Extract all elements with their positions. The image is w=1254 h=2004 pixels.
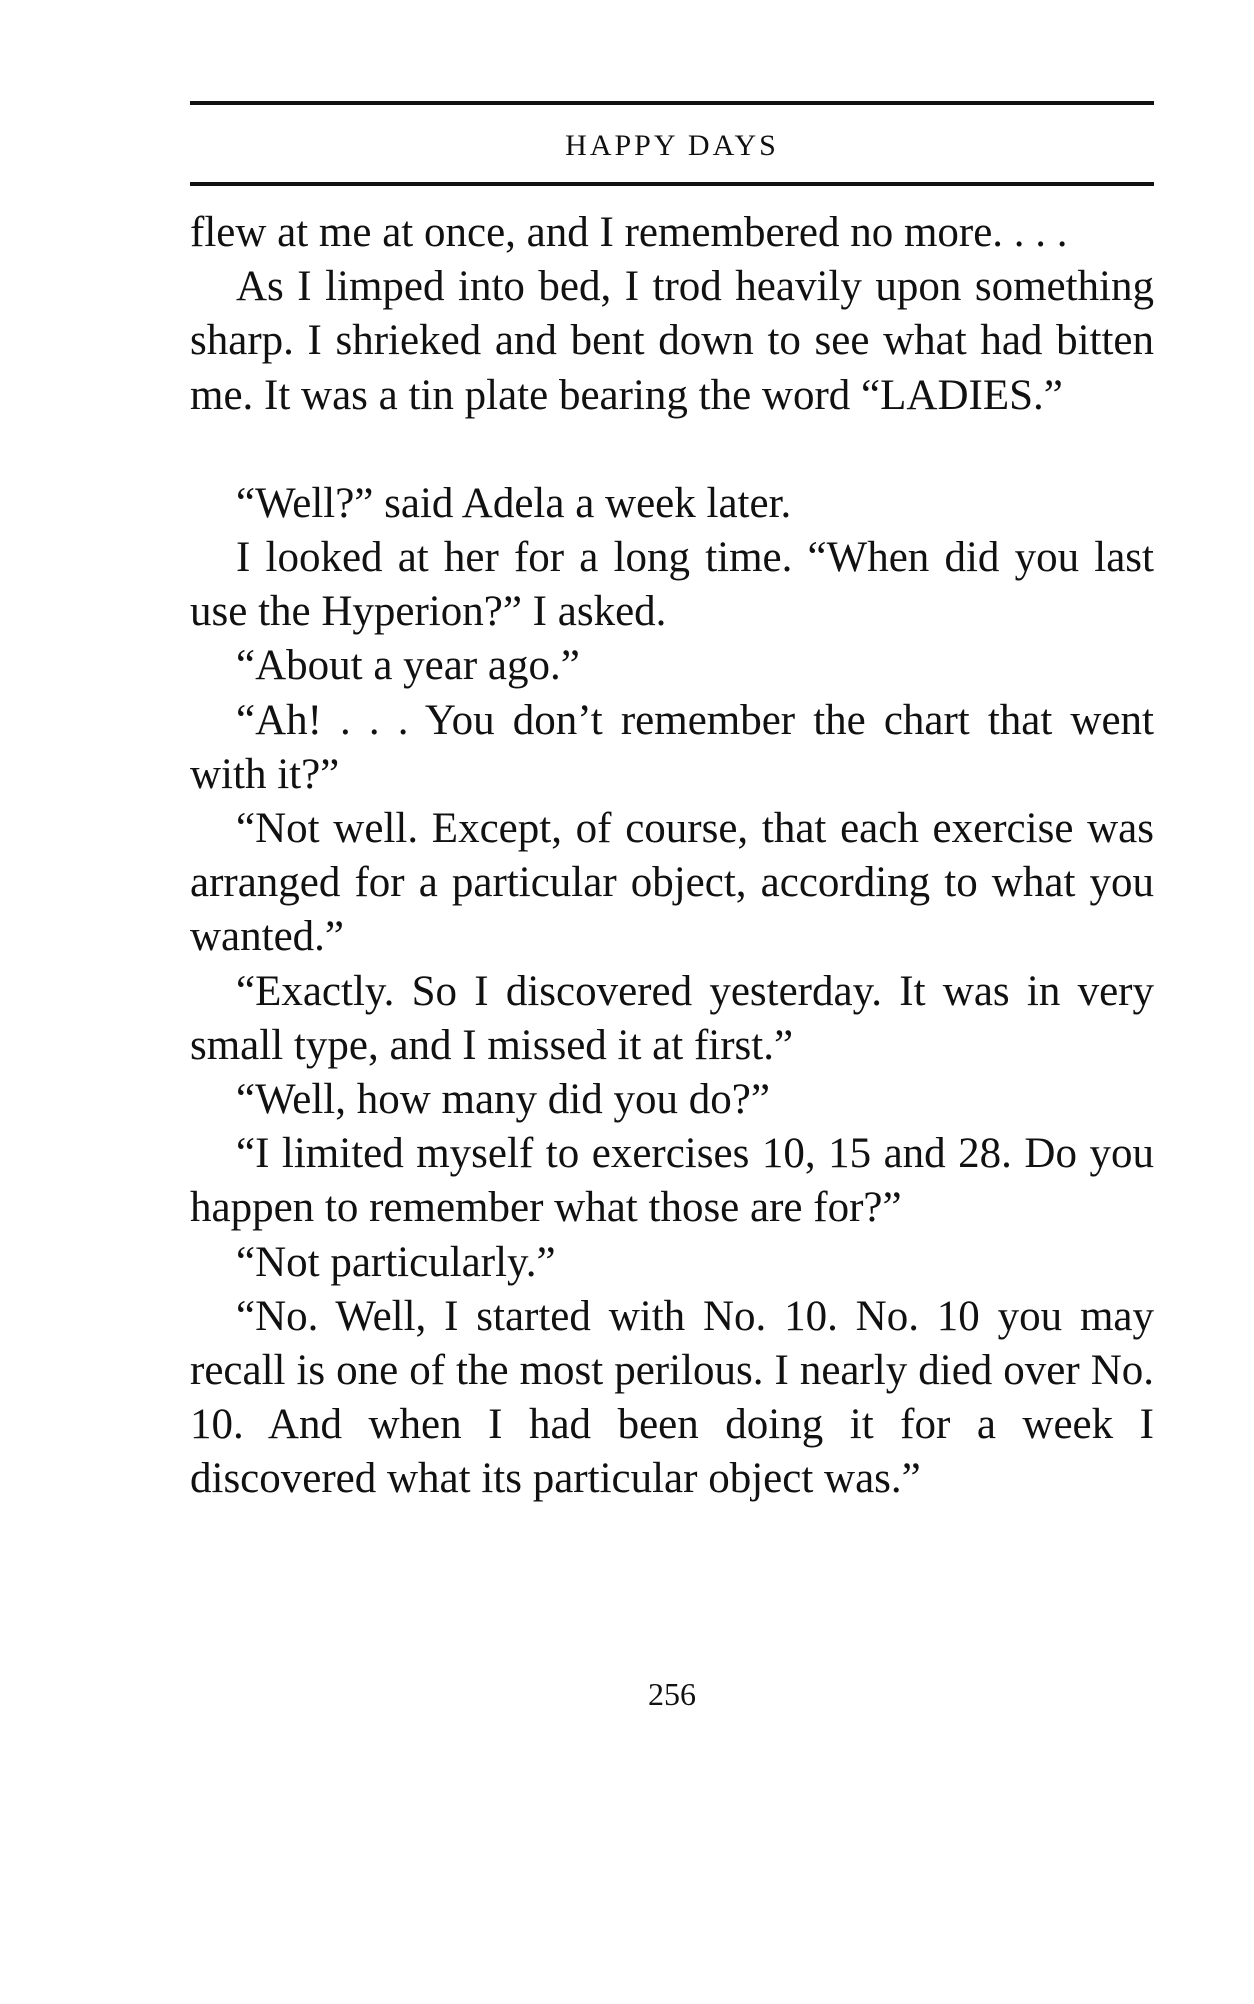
- paragraph: flew at me at once, and I remembered no more. . . .: [190, 209, 1068, 256]
- paragraph: “Not well. Except, of course, that each exercise was arranged for a particular object, according to what you wanted.”: [190, 805, 1154, 961]
- paragraph: “Well, how many did you do?”: [236, 1076, 770, 1124]
- paragraph: “I limited myself to exercises 10, 15 and 28. Do you happen to remember what those are for?”: [190, 1130, 1154, 1232]
- body-text: [190, 206, 1154, 1507]
- paragraph: “About a year ago.”: [236, 642, 580, 690]
- paragraph: “Ah! . . . You don’t remember the chart that went with it?”: [190, 696, 1154, 798]
- section-break: [190, 423, 1154, 477]
- running-head: HAPPY DAYS: [565, 129, 779, 162]
- paragraph: “Exactly. So I discovered yesterday. It was in very small type, and I missed it at first.”: [190, 967, 1154, 1069]
- header-top-rule: [190, 101, 1154, 105]
- paragraph: “No. Well, I started with No. 10. No. 10 you may recall is one of the most perilous. I nearly died over No. 10. And when I had been doing it for a week I discovered what its particular object was.”: [190, 1292, 1154, 1503]
- page-number: 256: [648, 1676, 696, 1712]
- paragraph: “Well?” said Adela a week later.: [236, 479, 792, 527]
- paragraph: “Not particularly.”: [236, 1238, 556, 1286]
- header-bottom-rule: [190, 182, 1154, 186]
- paragraph: As I limped into bed, I trod heavily upon something sharp. I shrieked and bent down to see what had bitten me. It was a tin plate bearing the word “LADIES.”: [190, 263, 1154, 419]
- paragraph: I looked at her for a long time. “When did you last use the Hyperion?” I asked.: [190, 534, 1154, 636]
